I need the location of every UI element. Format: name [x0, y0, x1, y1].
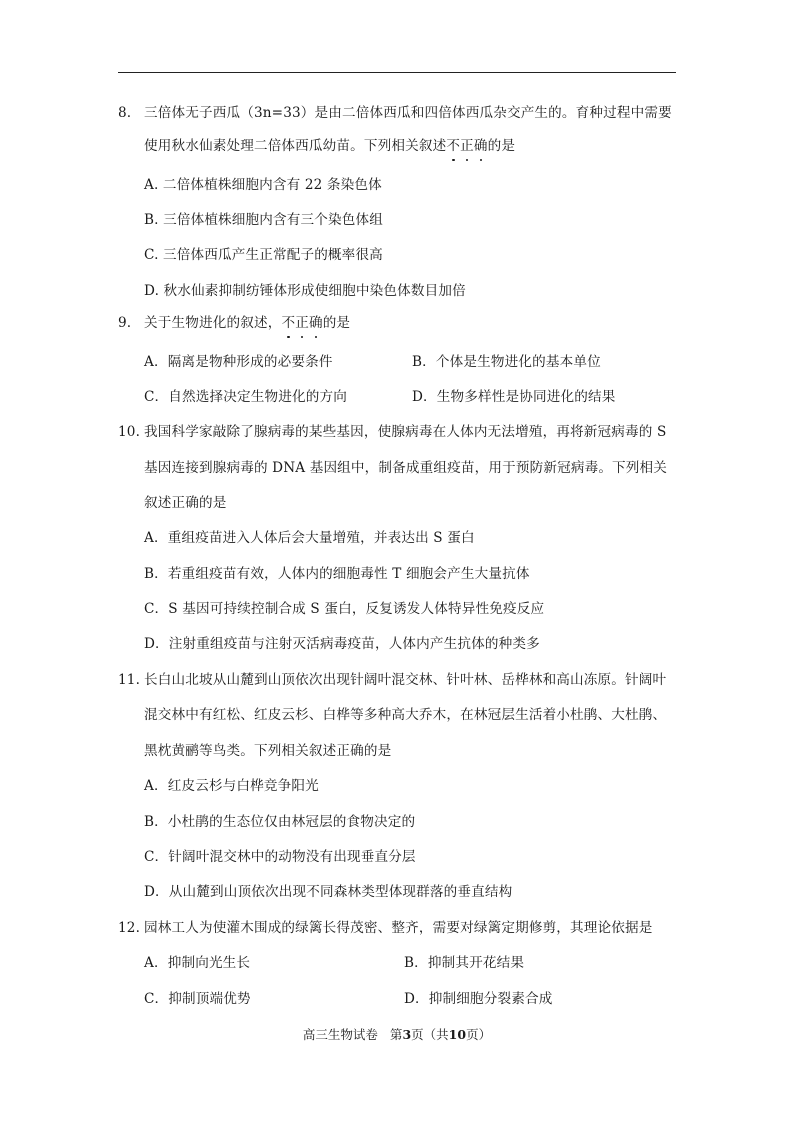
question-9-option-d: D．生物多样性是协同进化的结果 [412, 389, 616, 405]
question-number: 11. [118, 672, 141, 688]
question-9-option-a: A．隔离是物种形成的必要条件 [144, 354, 333, 370]
question-number: 9. [118, 315, 132, 331]
question-12-option-d: D．抑制细胞分裂素合成 [404, 991, 553, 1007]
question-11-option-c: C．针阔叶混交林中的动物没有出现垂直分层 [144, 849, 416, 865]
question-10-option-c: C．S 基因可持续控制合成 S 蛋白，反复诱发人体特异性免疫反应 [144, 601, 545, 617]
question-10-option-d: D．注射重组疫苗与注射灭活病毒疫苗，人体内产生抗体的种类多 [144, 636, 540, 652]
emphasis-char: 不 [281, 313, 295, 333]
emphasis-char: 确 [309, 313, 323, 333]
question-10-stem-line-1: 10. 我国科学家敲除了腺病毒的某些基因，使腺病毒在人体内无法增殖，再将新冠病毒的 S [118, 424, 667, 440]
emphasis-char: 不 [446, 136, 460, 156]
question-12-option-c: C．抑制顶端优势 [144, 991, 251, 1007]
question-number: 12. [118, 920, 141, 936]
emphasis-char: 确 [474, 136, 488, 156]
question-8-stem-line-2: 使用秋水仙素处理二倍体西瓜幼苗。下列相关叙述不 正 确 的是 [144, 136, 515, 156]
question-8-option-a: A. 二倍体植株细胞内含有 22 条染色体 [144, 177, 382, 193]
question-8-option-d: D. 秋水仙素抑制纺锤体形成使细胞中染色体数目加倍 [144, 283, 466, 299]
footer-subject: 高三生物试卷 [302, 1027, 378, 1042]
question-11-option-d: D．从山麓到山顶依次出现不同森林类型体现群落的垂直结构 [144, 884, 513, 900]
header-rule [118, 72, 676, 73]
question-12-stem: 12. 园林工人为使灌木围成的绿篱长得茂密、整齐，需要对绿篱定期修剪，其理论依据是 [118, 920, 653, 936]
emphasis-char: 正 [295, 313, 309, 333]
footer-page-number: 3 [402, 1027, 412, 1042]
question-11-stem-line-3: 黑枕黄鹂等鸟类。下列相关叙述正确的是 [144, 743, 392, 759]
question-10-stem-line-3: 叙述正确的是 [144, 495, 227, 511]
question-9-option-b: B．个体是生物进化的基本单位 [412, 354, 601, 370]
question-number: 10. [118, 424, 141, 440]
question-11-option-a: A．红皮云杉与白桦竞争阳光 [144, 778, 319, 794]
question-11-option-b: B．小杜鹃的生态位仅由林冠层的食物决定的 [144, 814, 416, 830]
question-number: 8. [118, 105, 132, 121]
question-12-option-a: A．抑制向光生长 [144, 955, 251, 971]
question-10-stem-line-2: 基因连接到腺病毒的 DNA 基因组中，制备成重组疫苗，用于预防新冠病毒。下列相关 [144, 460, 668, 476]
emphasis-char: 正 [460, 136, 474, 156]
question-8-option-c: C. 三倍体西瓜产生正常配子的概率很高 [144, 247, 383, 263]
page-footer: 高三生物试卷 第3页（共10页） [302, 1027, 492, 1042]
question-9-option-c: C．自然选择决定生物进化的方向 [144, 389, 347, 405]
question-8-stem-line-1: 8. 三倍体无子西瓜（3n=33）是由二倍体西瓜和四倍体西瓜杂交产生的。育种过程中需要 [118, 105, 672, 121]
question-10-option-a: A．重组疫苗进入人体后会大量增殖，并表达出 S 蛋白 [144, 530, 475, 546]
footer-total-pages: 10 [448, 1027, 467, 1042]
question-8-option-b: B. 三倍体植株细胞内含有三个染色体组 [144, 212, 383, 228]
question-11-stem-line-2: 混交林中有红松、红皮云杉、白桦等多种高大乔木，在林冠层生活着小杜鹃、大杜鹃、 [144, 707, 667, 723]
question-11-stem-line-1: 11. 长白山北坡从山麓到山顶依次出现针阔叶混交林、针叶林、岳桦林和高山冻原。针阔叶 [118, 672, 667, 688]
question-10-option-b: B．若重组疫苗有效，人体内的细胞毒性 T 细胞会产生大量抗体 [144, 566, 530, 582]
question-9-stem: 9. 关于生物进化的叙述，不 正 确 的是 [118, 313, 350, 333]
question-12-option-b: B．抑制其开花结果 [404, 955, 525, 971]
